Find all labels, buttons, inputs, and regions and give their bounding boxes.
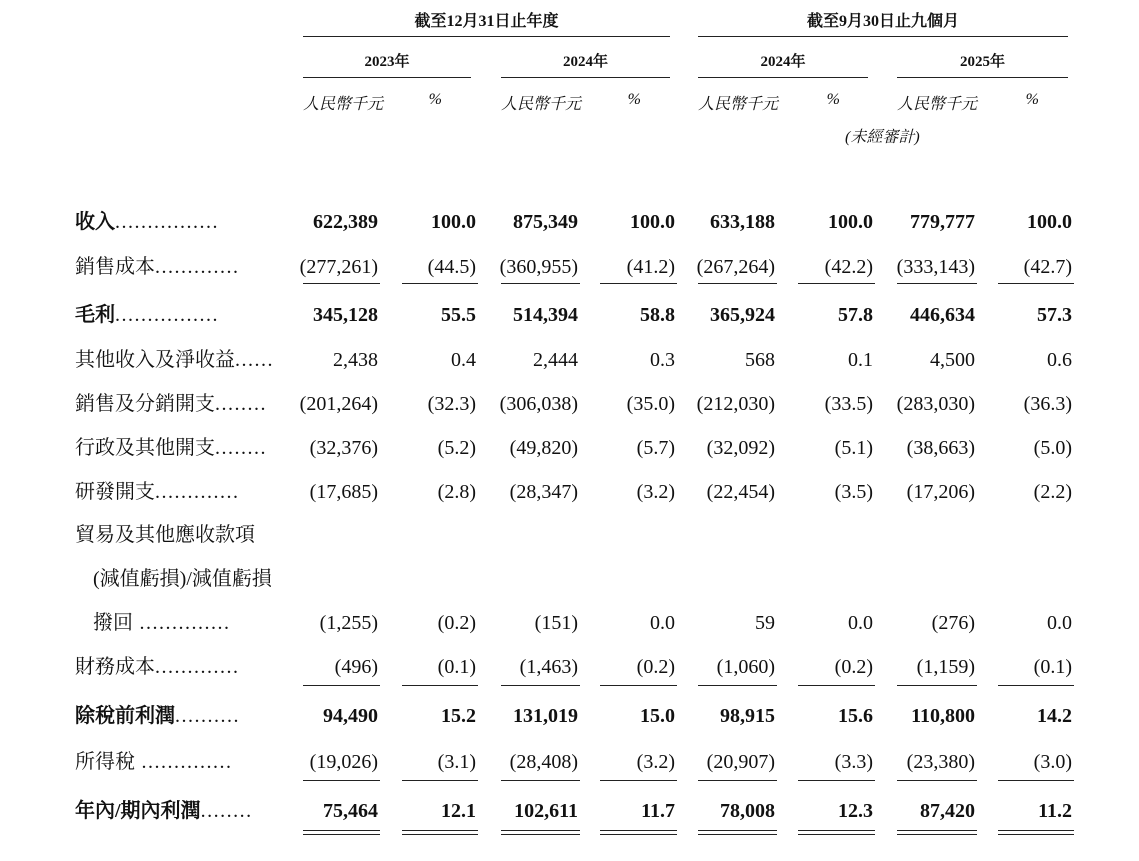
subtotal-rule xyxy=(600,685,677,686)
table-row xyxy=(0,562,1139,596)
cell-percent: 0.0 xyxy=(1047,612,1072,634)
subtotal-rule xyxy=(998,283,1074,284)
cell-amount: 633,188 xyxy=(710,211,775,233)
cell-amount: (1,159) xyxy=(916,656,975,678)
cell-amount: (28,408) xyxy=(509,751,578,773)
cell-amount: 365,924 xyxy=(710,304,775,326)
header-group-rule xyxy=(698,36,1068,37)
row-label xyxy=(75,205,219,239)
cell-amount: (283,030) xyxy=(896,393,975,415)
subtotal-rule xyxy=(897,283,977,284)
row-label-text: 其他收入及淨收益 xyxy=(75,349,235,371)
cell-percent: (5.0) xyxy=(1033,437,1072,459)
cell-amount: 622,389 xyxy=(313,211,378,233)
row-label-text: 所得稅 xyxy=(75,751,135,773)
cell-percent: 0.3 xyxy=(650,349,675,371)
subtotal-rule xyxy=(897,685,977,686)
cell-percent: 15.2 xyxy=(441,705,476,727)
row-label-text: 研發開支 xyxy=(75,481,155,503)
cell-percent: 14.2 xyxy=(1037,705,1072,727)
cell-percent: 0.4 xyxy=(451,349,476,371)
row-leader-dots: ...... xyxy=(235,349,274,371)
percent-label: % xyxy=(428,91,442,108)
cell-percent: (5.7) xyxy=(636,437,675,459)
total-double-rule xyxy=(600,830,677,835)
subtotal-rule xyxy=(501,685,580,686)
header-year: 2024年 xyxy=(562,54,608,70)
cell-percent: (2.8) xyxy=(437,481,476,503)
header-year-rule xyxy=(303,77,471,78)
cell-percent: (33.5) xyxy=(824,393,873,415)
table-row xyxy=(0,343,1139,377)
cell-amount: (28,347) xyxy=(509,481,578,503)
table-row xyxy=(0,298,1139,332)
row-leader-dots: ................ xyxy=(115,304,219,326)
table-row xyxy=(0,699,1139,733)
subtotal-rule xyxy=(501,780,580,781)
cell-amount: 110,800 xyxy=(911,705,975,727)
cell-amount: 131,019 xyxy=(513,705,578,727)
cell-percent: 12.3 xyxy=(838,800,873,822)
total-double-rule xyxy=(798,830,875,835)
row-label xyxy=(75,250,240,284)
cell-percent: (0.2) xyxy=(636,656,675,678)
subtotal-rule xyxy=(402,283,478,284)
cell-percent: 58.8 xyxy=(640,304,675,326)
cell-percent: (3.3) xyxy=(834,751,873,773)
row-leader-dots: ........ xyxy=(200,800,253,822)
subtotal-rule xyxy=(402,685,478,686)
cell-amount: (32,376) xyxy=(309,437,378,459)
cell-amount: (267,264) xyxy=(696,256,775,278)
cell-amount: (1,463) xyxy=(519,656,578,678)
cell-percent: (3.5) xyxy=(834,481,873,503)
cell-percent: 11.2 xyxy=(1038,800,1072,822)
cell-percent: (35.0) xyxy=(626,393,675,415)
cell-percent: (44.5) xyxy=(427,256,476,278)
table-row xyxy=(0,387,1139,421)
cell-amount: 59 xyxy=(755,612,775,634)
cell-amount: 514,394 xyxy=(513,304,578,326)
cell-percent: (3.2) xyxy=(636,481,675,503)
total-double-rule xyxy=(897,830,977,835)
total-double-rule xyxy=(998,830,1074,835)
cell-percent: (5.2) xyxy=(437,437,476,459)
cell-amount: 779,777 xyxy=(910,211,975,233)
cell-percent: (42.7) xyxy=(1023,256,1072,278)
row-label xyxy=(93,562,272,596)
cell-amount: (496) xyxy=(334,656,378,678)
subtotal-rule xyxy=(600,283,677,284)
row-label xyxy=(75,298,219,332)
cell-percent: (2.2) xyxy=(1033,481,1072,503)
header-year-rule xyxy=(897,77,1068,78)
cell-amount: 4,500 xyxy=(930,349,975,371)
cell-amount: 568 xyxy=(745,349,775,371)
subtotal-rule xyxy=(998,685,1074,686)
cell-amount: (360,955) xyxy=(499,256,578,278)
row-label-text: 銷售及分銷開支 xyxy=(75,393,215,415)
table-row xyxy=(0,431,1139,465)
cell-percent: (3.1) xyxy=(437,751,476,773)
subtotal-rule xyxy=(501,283,580,284)
unit-label: 人民幣千元 xyxy=(501,96,582,113)
cell-amount: (306,038) xyxy=(499,393,578,415)
cell-amount: (151) xyxy=(534,612,578,634)
cell-amount: 345,128 xyxy=(313,304,378,326)
table-row xyxy=(0,250,1139,284)
cell-amount: 2,444 xyxy=(533,349,578,371)
cell-amount: (17,685) xyxy=(309,481,378,503)
header-group-nine-months: 截至9月30日止九個月 xyxy=(806,13,959,30)
cell-percent: 100.0 xyxy=(828,211,873,233)
subtotal-rule xyxy=(698,780,777,781)
header-year: 2025年 xyxy=(959,54,1005,70)
cell-amount: (20,907) xyxy=(706,751,775,773)
cell-percent: (32.3) xyxy=(427,393,476,415)
row-label-text: 撥回 xyxy=(93,612,133,634)
cell-amount: (276) xyxy=(931,612,975,634)
cell-amount: 446,634 xyxy=(910,304,975,326)
subtotal-rule xyxy=(698,685,777,686)
cell-amount: (23,380) xyxy=(906,751,975,773)
row-label xyxy=(75,475,240,509)
unit-label: 人民幣千元 xyxy=(897,96,978,113)
subtotal-rule xyxy=(798,283,875,284)
header-year-rule xyxy=(501,77,670,78)
row-leader-dots: ............. xyxy=(155,256,240,278)
row-leader-dots: ............. xyxy=(155,481,240,503)
row-leader-dots: .......... xyxy=(175,705,240,727)
cell-amount: (1,255) xyxy=(319,612,378,634)
row-label-text: 財務成本 xyxy=(75,656,155,678)
cell-amount: (49,820) xyxy=(509,437,578,459)
cell-amount: (17,206) xyxy=(906,481,975,503)
cell-amount: 875,349 xyxy=(513,211,578,233)
cell-percent: 12.1 xyxy=(441,800,476,822)
table-row xyxy=(0,205,1139,239)
unit-label: 人民幣千元 xyxy=(303,96,384,113)
percent-label: % xyxy=(826,91,840,108)
cell-percent: 100.0 xyxy=(431,211,476,233)
unit-label: 人民幣千元 xyxy=(698,96,779,113)
total-double-rule xyxy=(402,830,478,835)
header-year: 2024年 xyxy=(760,54,806,70)
cell-percent: 0.6 xyxy=(1047,349,1072,371)
total-double-rule xyxy=(698,830,777,835)
subtotal-rule xyxy=(600,780,677,781)
cell-amount: (212,030) xyxy=(696,393,775,415)
cell-percent: 0.0 xyxy=(848,612,873,634)
cell-percent: (0.1) xyxy=(1033,656,1072,678)
subtotal-rule xyxy=(303,283,380,284)
cell-amount: (32,092) xyxy=(706,437,775,459)
cell-percent: 0.1 xyxy=(848,349,873,371)
row-label-text: 銷售成本 xyxy=(75,256,155,278)
total-double-rule xyxy=(303,830,380,835)
cell-percent: 0.0 xyxy=(650,612,675,634)
row-label xyxy=(75,387,267,421)
row-label xyxy=(75,343,274,377)
row-label xyxy=(75,794,253,828)
cell-amount: 102,611 xyxy=(514,800,578,822)
cell-amount: (277,261) xyxy=(299,256,378,278)
row-label xyxy=(75,745,233,779)
table-row xyxy=(0,606,1139,640)
cell-amount: (1,060) xyxy=(716,656,775,678)
table-row xyxy=(0,475,1139,509)
cell-percent: 57.3 xyxy=(1037,304,1072,326)
cell-amount: 78,008 xyxy=(720,800,775,822)
percent-label: % xyxy=(1025,91,1039,108)
cell-percent: (0.1) xyxy=(437,656,476,678)
subtotal-rule xyxy=(303,685,380,686)
row-label xyxy=(75,431,267,465)
row-label xyxy=(93,606,231,640)
cell-amount: 94,490 xyxy=(323,705,378,727)
row-label-text: 貿易及其他應收款項 xyxy=(75,524,255,546)
cell-amount: (22,454) xyxy=(706,481,775,503)
cell-amount: (19,026) xyxy=(309,751,378,773)
cell-percent: 15.6 xyxy=(838,705,873,727)
cell-percent: (0.2) xyxy=(834,656,873,678)
subtotal-rule xyxy=(798,780,875,781)
cell-percent: (36.3) xyxy=(1023,393,1072,415)
cell-percent: 57.8 xyxy=(838,304,873,326)
header-group-rule xyxy=(303,36,670,37)
cell-percent: (3.0) xyxy=(1033,751,1072,773)
row-label xyxy=(75,699,240,733)
row-label xyxy=(75,650,240,684)
row-label-text: 收入 xyxy=(75,211,115,233)
header-year-rule xyxy=(698,77,868,78)
cell-amount: 2,438 xyxy=(333,349,378,371)
header-group-year-ended: 截至12月31日止年度 xyxy=(414,13,559,30)
percent-label: % xyxy=(627,91,641,108)
row-label-text: 毛利 xyxy=(75,304,115,326)
total-double-rule xyxy=(501,830,580,835)
cell-percent: 100.0 xyxy=(630,211,675,233)
cell-amount: 75,464 xyxy=(323,800,378,822)
cell-percent: 11.7 xyxy=(641,800,675,822)
cell-amount: 98,915 xyxy=(720,705,775,727)
cell-amount: (38,663) xyxy=(906,437,975,459)
subtotal-rule xyxy=(698,283,777,284)
cell-amount: 87,420 xyxy=(920,800,975,822)
cell-percent: (0.2) xyxy=(437,612,476,634)
cell-percent: 15.0 xyxy=(640,705,675,727)
row-leader-dots: .............. xyxy=(133,612,231,634)
table-row xyxy=(0,650,1139,684)
row-label-text: 除稅前利潤 xyxy=(75,705,175,727)
row-label-text: 行政及其他開支 xyxy=(75,437,215,459)
cell-percent: (3.2) xyxy=(636,751,675,773)
row-label-text: (減值虧損)/減值虧損 xyxy=(93,568,272,590)
subtotal-rule xyxy=(402,780,478,781)
cell-percent: (42.2) xyxy=(824,256,873,278)
cell-amount: (201,264) xyxy=(299,393,378,415)
row-leader-dots: ........ xyxy=(215,437,267,459)
cell-percent: 100.0 xyxy=(1027,211,1072,233)
cell-percent: (5.1) xyxy=(834,437,873,459)
cell-percent: (41.2) xyxy=(626,256,675,278)
subtotal-rule xyxy=(303,780,380,781)
cell-percent: 55.5 xyxy=(441,304,476,326)
row-leader-dots: .............. xyxy=(135,751,233,773)
subtotal-rule xyxy=(798,685,875,686)
row-leader-dots: ........ xyxy=(215,393,267,415)
row-leader-dots: ................ xyxy=(115,211,219,233)
subtotal-rule xyxy=(897,780,977,781)
header-year: 2023年 xyxy=(364,54,410,70)
table-row xyxy=(0,745,1139,779)
unaudited-note: (未經審計) xyxy=(845,129,920,146)
row-label-text: 年內/期內利潤 xyxy=(75,800,201,822)
row-label xyxy=(75,518,255,552)
subtotal-rule xyxy=(998,780,1074,781)
table-row xyxy=(0,518,1139,552)
row-leader-dots: ............. xyxy=(155,656,240,678)
cell-amount: (333,143) xyxy=(896,256,975,278)
table-row xyxy=(0,794,1139,828)
